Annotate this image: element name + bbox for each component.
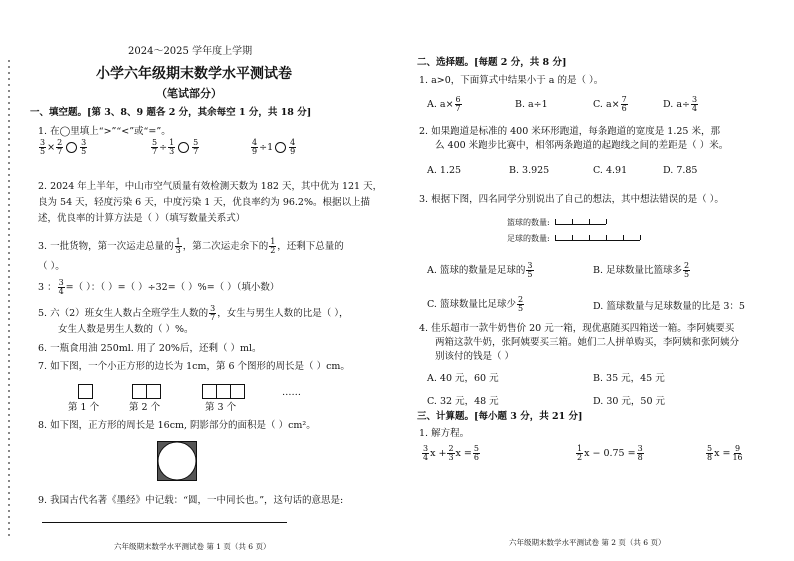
q1-item-2: $\frac{5}{7}$ ÷ $\frac{1}{3}$ $\frac{5}{7}$ xyxy=(152,138,199,156)
square-circle-figure xyxy=(157,441,197,481)
q5-line-2: 女生人数是男生人数的（ ）%。 xyxy=(58,324,194,335)
q6-text: 6. 一瓶食用油 250ml. 用了 20%后，还剩（ ）ml。 xyxy=(38,343,262,354)
equation-1: $\frac{3}{4}$ x + $\frac{2}{3}$ x = $\frac{5}{6}$ xyxy=(423,444,479,462)
compare-circle[interactable] xyxy=(275,142,286,153)
r3-option-a: A. 篮球的数量是足球的 $\frac{3}{5}$ xyxy=(427,261,533,279)
r1-text: 1. a>0，下面算式中结果小于 a 的是（ ）。 xyxy=(419,75,604,86)
exam-title: 小学六年级期末数学水平测试卷 xyxy=(96,66,292,82)
r2-option-a: A. 1.25 xyxy=(427,165,462,176)
r5-text: 1. 解方程。 xyxy=(419,428,470,439)
exam-subtitle: （笔试部分） xyxy=(156,87,222,100)
page-2 xyxy=(397,0,794,561)
q1-item-3: $\frac{4}{9}$ ÷1 $\frac{4}{9}$ xyxy=(252,138,296,156)
r3-option-b: B. 足球数量比篮球多 $\frac{2}{5}$ xyxy=(593,261,690,279)
basketball-label: 篮球的数量: xyxy=(507,218,550,227)
r4-line-3: 别该付的钱是（ ） xyxy=(435,351,515,362)
r2-option-c: C. 4.91 xyxy=(593,165,628,176)
r4-option-c: C. 32 元，48 元 xyxy=(427,396,499,407)
compare-circle[interactable] xyxy=(178,142,189,153)
r3-text: 3. 根据下图，四名同学分别说出了自己的想法，其中想法错误的是（ ）。 xyxy=(419,194,724,205)
figure-2-label: 第 2 个 xyxy=(129,402,161,413)
q3-line-1: 3. 一批货物，第一次运走总量的 $\frac{1}{3}$ ，第二次运走余下的 $\frac{1}{2}$ ，还剩下总量的 xyxy=(38,237,344,255)
q8-text: 8. 如下图，正方形的周长是 16cm, 阴影部分的面积是（ ）cm²。 xyxy=(38,420,316,431)
figure-2-square xyxy=(146,384,161,399)
r1-option-a: A. a× $\frac{6}{7}$ xyxy=(427,95,461,113)
figure-3-square xyxy=(202,384,217,399)
section-3-heading: 三、计算题。[每小题 3 分，共 21 分] xyxy=(417,411,583,422)
q1-item-1: $\frac{3}{5}$ × $\frac{2}{7}$ $\frac{3}{5}$ xyxy=(40,138,87,156)
q1-text: 1. 在◯里填上“>”“<”或“=”。 xyxy=(38,126,171,137)
q2-line-1: 2. 2024 年上半年，中山市空气质量有效检测天数为 182 天，其中优为 121 天， xyxy=(38,181,383,192)
q2-line-2: 良为 54 天，轻度污染 6 天，中度污染 1 天，优良率约为 96.2%。根据以上描 xyxy=(38,197,370,208)
q3-line-2: （ ）。 xyxy=(38,261,65,272)
page-1-footer: 六年级期末数学水平测试卷 第 1 页（共 6 页） xyxy=(114,542,271,551)
figure-3-label: 第 3 个 xyxy=(205,402,237,413)
r2-line-1: 2. 如果跑道是标准的 400 米环形跑道，每条跑道的宽度是 1.25 米，那 xyxy=(419,126,720,137)
q2-line-3: 述，优良率的计算方法是（ ）（填写数量关系式） xyxy=(38,213,246,224)
binding-margin xyxy=(8,60,10,540)
football-label: 足球的数量: xyxy=(507,234,550,243)
q4-line: 3 ： $\frac{3}{4}$ =（ ）：（ ）=（ ）÷32=（ ）%=（ ）（填小数） xyxy=(38,278,280,296)
equation-3: $\frac{5}{8}$ x = $\frac{9}{16}$ xyxy=(707,444,743,462)
shaded-square-icon xyxy=(157,441,197,481)
term-label: 2024～2025 学年度上学期 xyxy=(128,46,253,57)
answer-line xyxy=(42,522,287,523)
equation-2: $\frac{1}{2}$ x − 0.75 = $\frac{3}{8}$ xyxy=(577,444,643,462)
r1-option-d: D. a÷ $\frac{3}{4}$ xyxy=(663,95,698,113)
figure-1-square xyxy=(78,384,93,399)
figure-1-label: 第 1 个 xyxy=(68,402,100,413)
figure-3-square xyxy=(230,384,245,399)
page-2-footer: 六年级期末数学水平测试卷 第 2 页（共 6 页） xyxy=(509,538,666,547)
more-ellipsis: …… xyxy=(282,387,301,398)
q7-text: 7. 如下图，一个小正方形的边长为 1cm，第 6 个图形的周长是（ ）cm。 xyxy=(38,361,350,372)
r2-option-d: D. 7.85 xyxy=(663,165,698,176)
r3-option-d: D. 篮球数量与足球数量的比是 3：5 xyxy=(593,301,745,312)
r1-option-b: B. a÷1 xyxy=(515,99,548,110)
r4-line-2: 两箱这款牛奶，张阿姨要买三箱。她们二人拼单购买，李阿姨和张阿姨分 xyxy=(435,337,740,348)
q5-line-1: 5. 六（2）班女生人数占全班学生人数的 $\frac{3}{7}$ ，女生与男生人数的比是（ ）， xyxy=(38,304,349,322)
football-bar xyxy=(555,240,640,241)
section-2-heading: 二、选择题。[每题 2 分，共 8 分] xyxy=(417,57,567,68)
r1-option-c: C. a× $\frac{7}{6}$ xyxy=(593,95,627,113)
r4-option-a: A. 40 元，60 元 xyxy=(427,373,499,384)
r4-option-d: D. 30 元，50 元 xyxy=(593,396,666,407)
r4-option-b: B. 35 元，45 元 xyxy=(593,373,665,384)
r3-option-c: C. 篮球数量比足球少 $\frac{2}{5}$ xyxy=(427,295,524,313)
r2-option-b: B. 3.925 xyxy=(509,165,550,176)
figure-3-square xyxy=(216,384,231,399)
r2-line-2: 么 400 米跑步比赛中，相邻两条跑道的起跑线之间的差距是（ ）米。 xyxy=(435,140,729,151)
q9-text: 9. 我国古代名著《墨经》中记载：“圆，一中同长也。”，这句话的意思是: xyxy=(38,495,344,506)
r4-line-1: 4. 佳乐超市一款牛奶售价 20 元一箱，现优惠随买四箱送一箱。李阿姨要买 xyxy=(419,323,735,334)
figure-2-square xyxy=(132,384,147,399)
section-1-heading: 一、填空题。[第 3、8、9 题各 2 分，其余每空 1 分，共 18 分] xyxy=(30,107,312,118)
compare-circle[interactable] xyxy=(66,142,77,153)
basketball-bar xyxy=(555,224,606,225)
